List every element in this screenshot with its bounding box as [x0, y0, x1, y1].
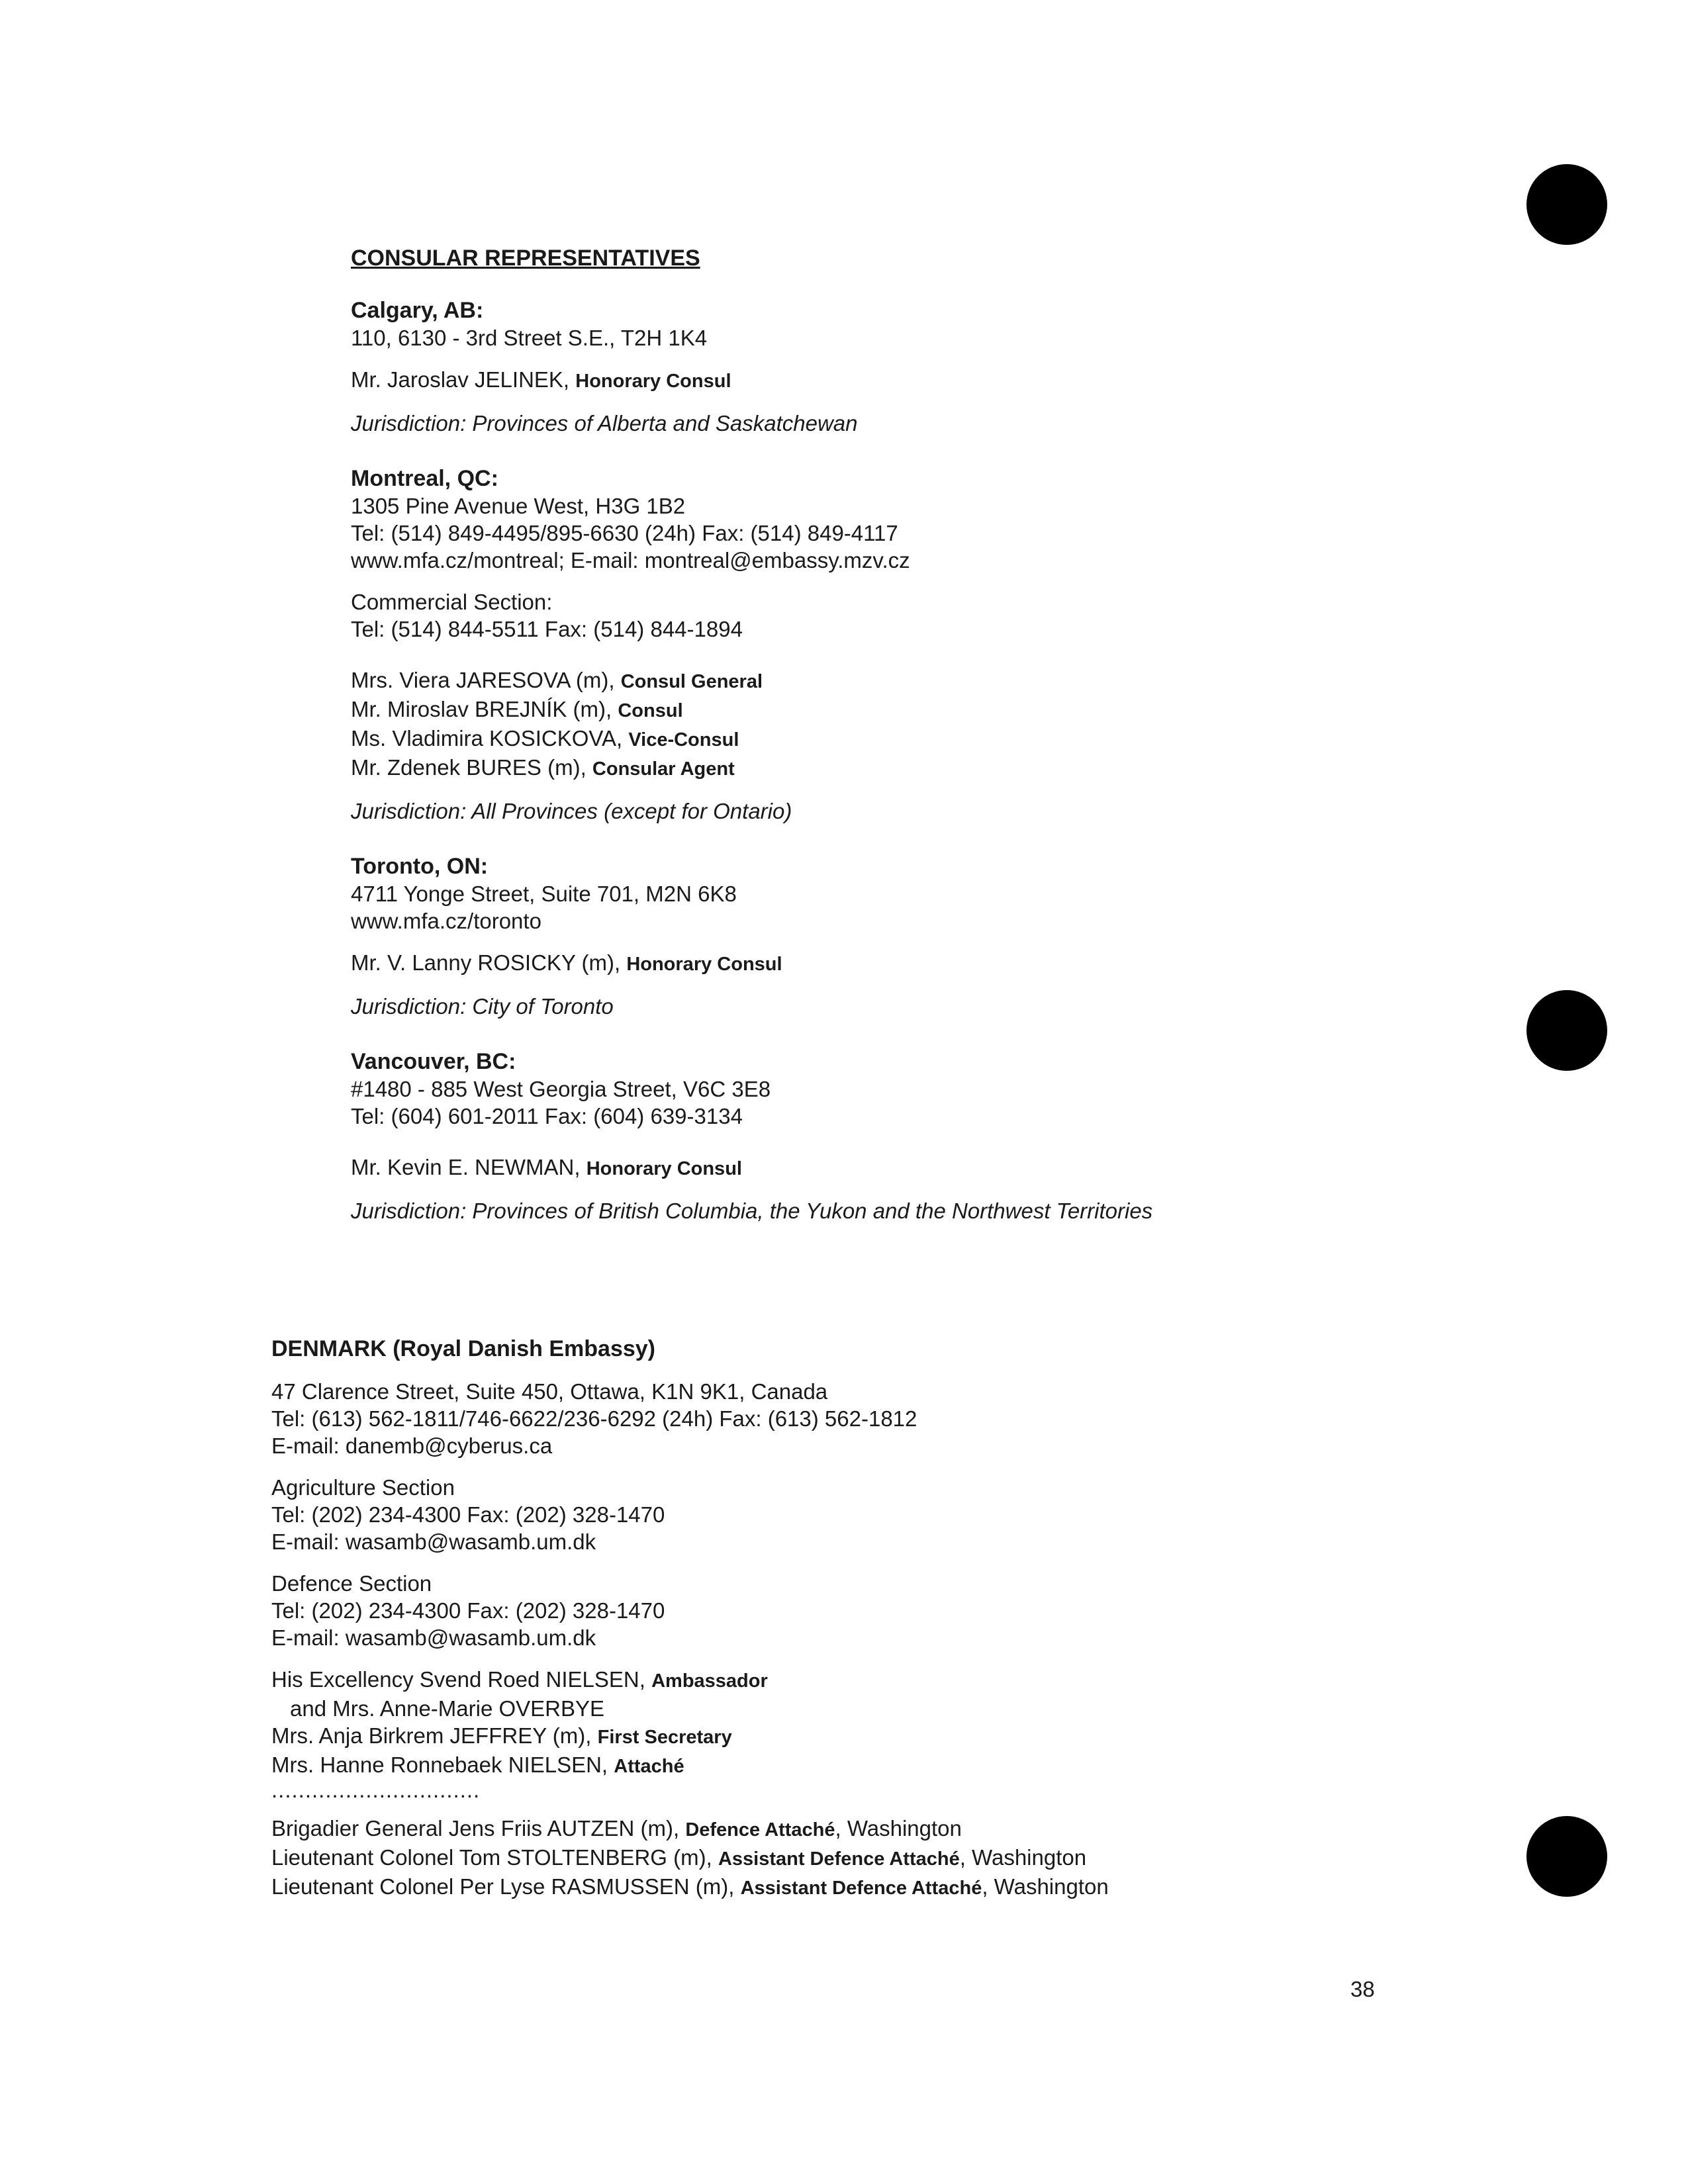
staff-row — [351, 725, 1542, 754]
agriculture-label: Agriculture Section — [271, 1475, 455, 1500]
embassy-email: E-mail: danemb@cyberus.ca — [271, 1433, 553, 1458]
staff-row — [271, 1722, 1496, 1751]
page-number: 38 — [1350, 1977, 1375, 2001]
ambassador-row — [271, 1666, 1496, 1695]
person-name: Mr. Kevin E. NEWMAN, — [351, 1155, 586, 1179]
person-name: Mr. Zdenek BURES (m), — [351, 755, 592, 780]
toronto-jurisdiction: Jurisdiction: City of Toronto — [351, 994, 614, 1019]
punch-hole-bottom — [1526, 1816, 1607, 1897]
person-location: , Washington — [982, 1874, 1109, 1899]
vancouver-consul — [351, 1154, 1542, 1183]
person-title: Consul General — [620, 671, 763, 692]
denmark-section — [271, 1334, 1496, 1902]
dotted-separator: ............................... — [271, 1778, 481, 1802]
defence-staff-row — [271, 1873, 1496, 1902]
calgary-consul — [351, 366, 1542, 395]
person-title: Honorary Consul — [586, 1158, 742, 1179]
person-title: Attaché — [614, 1756, 684, 1777]
calgary-block — [351, 296, 1542, 437]
person-name: Mrs. Anja Birkrem JEFFREY (m), — [271, 1723, 598, 1748]
spouse-row: and Mrs. Anne-Marie OVERBYE — [290, 1696, 605, 1721]
person-title: Assistant Defence Attaché — [718, 1848, 960, 1870]
person-name: Mrs. Viera JARESOVA (m), — [351, 668, 621, 692]
montreal-commercial-label: Commercial Section: — [351, 590, 553, 614]
person-title: Defence Attaché — [685, 1819, 835, 1841]
vancouver-city: Vancouver, BC: — [351, 1049, 516, 1074]
calgary-address: 110, 6130 - 3rd Street S.E., T2H 1K4 — [351, 326, 708, 350]
montreal-city: Montreal, QC: — [351, 466, 498, 491]
person-name: Mr. Miroslav BREJNÍK (m), — [351, 697, 618, 721]
montreal-address: 1305 Pine Avenue West, H3G 1B2 — [351, 494, 686, 518]
defence-tel: Tel: (202) 234-4300 Fax: (202) 328-1470 — [271, 1598, 665, 1623]
person-title: Ambassador — [651, 1670, 768, 1692]
vancouver-jurisdiction: Jurisdiction: Provinces of British Columbia, the Yukon and the Northwest Territories — [351, 1199, 1153, 1223]
person-location: , Washington — [835, 1816, 962, 1841]
vancouver-tel: Tel: (604) 601-2011 Fax: (604) 639-3134 — [351, 1104, 743, 1128]
calgary-jurisdiction: Jurisdiction: Provinces of Alberta and Saskatchewan — [351, 411, 858, 435]
montreal-block — [351, 465, 1542, 825]
toronto-consul — [351, 949, 1542, 978]
montreal-web: www.mfa.cz/montreal; E-mail: montreal@embassy.mzv.cz — [351, 548, 910, 572]
consular-section — [351, 244, 1542, 1224]
person-name: Brigadier General Jens Friis AUTZEN (m), — [271, 1816, 686, 1841]
person-name: Mr. V. Lanny ROSICKY (m), — [351, 950, 627, 975]
staff-row — [351, 754, 1542, 783]
vancouver-address: #1480 - 885 West Georgia Street, V6C 3E8 — [351, 1077, 771, 1101]
embassy-address: 47 Clarence Street, Suite 450, Ottawa, K1N 9K1, Canada — [271, 1379, 828, 1404]
person-name: Lieutenant Colonel Tom STOLTENBERG (m), — [271, 1845, 718, 1870]
person-name: Lieutenant Colonel Per Lyse RASMUSSEN (m), — [271, 1874, 741, 1899]
defence-email: E-mail: wasamb@wasamb.um.dk — [271, 1625, 596, 1650]
person-name: His Excellency Svend Roed NIELSEN, — [271, 1667, 652, 1692]
staff-row — [351, 666, 1542, 696]
defence-staff-row — [271, 1844, 1496, 1873]
calgary-city: Calgary, AB: — [351, 298, 484, 323]
person-location: , Washington — [959, 1845, 1087, 1870]
person-title: Consular Agent — [592, 758, 735, 780]
country-heading: DENMARK (Royal Danish Embassy) — [271, 1336, 656, 1361]
embassy-tel: Tel: (613) 562-1811/746-6622/236-6292 (24h) Fax: (613) 562-1812 — [271, 1406, 917, 1431]
staff-row — [351, 696, 1542, 725]
toronto-web: www.mfa.cz/toronto — [351, 909, 541, 933]
toronto-city: Toronto, ON: — [351, 854, 489, 879]
defence-staff-row — [271, 1815, 1496, 1844]
defence-label: Defence Section — [271, 1571, 432, 1596]
montreal-tel: Tel: (514) 849-4495/895-6630 (24h) Fax: (514) 849-4117 — [351, 521, 898, 545]
person-title: Honorary Consul — [626, 954, 782, 975]
person-name: Mr. Jaroslav JELINEK, — [351, 367, 576, 392]
agriculture-tel: Tel: (202) 234-4300 Fax: (202) 328-1470 — [271, 1502, 665, 1527]
person-title: Assistant Defence Attaché — [740, 1878, 982, 1899]
person-title: First Secretary — [597, 1727, 732, 1748]
person-title: Vice-Consul — [628, 729, 739, 751]
agriculture-email: E-mail: wasamb@wasamb.um.dk — [271, 1529, 596, 1554]
consular-heading: CONSULAR REPRESENTATIVES — [351, 246, 700, 271]
montreal-jurisdiction: Jurisdiction: All Provinces (except for Ontario) — [351, 799, 792, 823]
person-name: Ms. Vladimira KOSICKOVA, — [351, 726, 629, 751]
toronto-block — [351, 852, 1542, 1020]
punch-hole-top — [1526, 164, 1607, 245]
person-title: Honorary Consul — [575, 371, 731, 392]
person-title: Consul — [618, 700, 683, 721]
vancouver-block — [351, 1048, 1542, 1224]
toronto-address: 4711 Yonge Street, Suite 701, M2N 6K8 — [351, 882, 737, 906]
staff-row — [271, 1751, 1496, 1780]
montreal-commercial-tel: Tel: (514) 844-5511 Fax: (514) 844-1894 — [351, 617, 743, 641]
person-name: Mrs. Hanne Ronnebaek NIELSEN, — [271, 1752, 614, 1777]
